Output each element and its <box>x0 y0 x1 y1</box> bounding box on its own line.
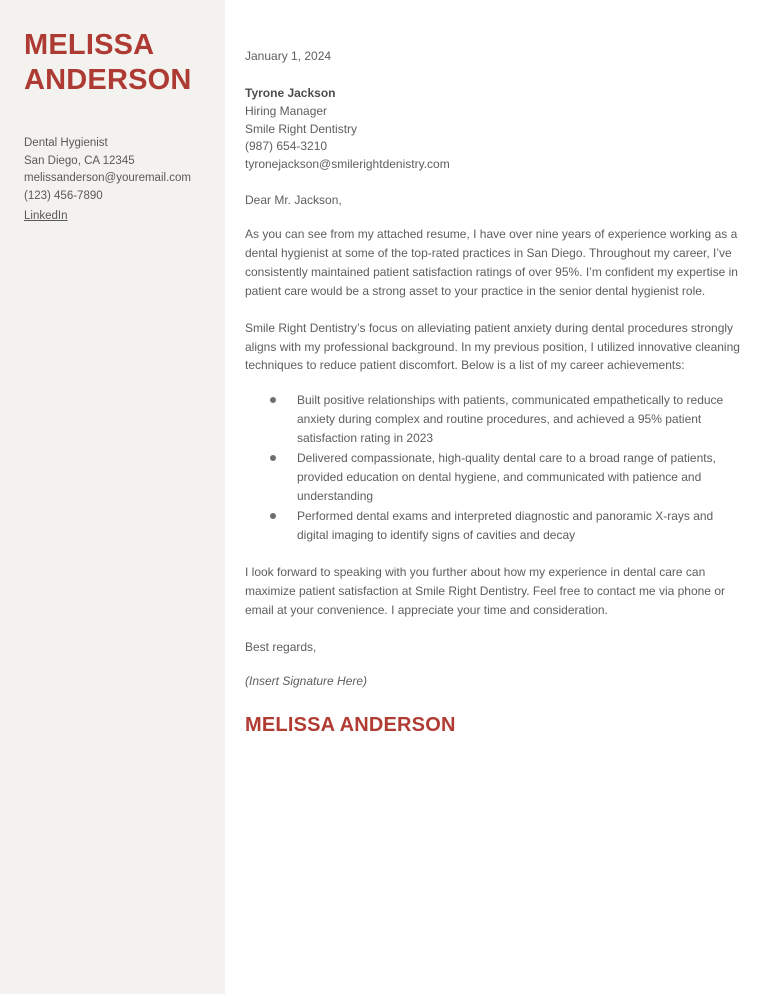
contact-job-title: Dental Hygienist <box>24 136 108 149</box>
contact-email: melissanderson@youremail.com <box>24 172 191 185</box>
contact-block <box>24 135 203 226</box>
name-line-last: ANDERSON <box>24 64 192 97</box>
recipient-email: tyronejackson@smilerightdenistry.com <box>245 157 450 171</box>
list-item-text: Delivered compassionate, high-quality dental care to a broad range of patients, provided education on dental hygiene, and communicated with patience and understanding <box>297 451 716 504</box>
recipient-name: Tyrone Jackson <box>245 86 336 100</box>
signature-name: MELISSA ANDERSON <box>245 713 456 736</box>
bullet-icon <box>270 397 276 403</box>
list-item <box>245 449 744 506</box>
list-item <box>245 391 744 448</box>
contact-phone: (123) 456-7890 <box>24 190 103 203</box>
sidebar <box>0 0 225 994</box>
letter-date: January 1, 2024 <box>245 49 332 63</box>
body-paragraph-3: I look forward to speaking with you further about how my experience in dental care can maximize patient satisfaction at Smile Right Dentistry. Feel free to contact me via phone or email at your convenience. I appreciate your time and consideration. <box>245 565 725 617</box>
linkedin-link[interactable]: LinkedIn <box>24 210 68 222</box>
bullet-icon <box>270 513 276 519</box>
recipient-phone: (987) 654-3210 <box>245 139 328 154</box>
body-paragraph-2: Smile Right Dentistry’s focus on alleviating patient anxiety during dental procedures strongly aligns with my professional background. In my previous position, I utilized innovative cleaning techniques to reduce patient discomfort. Below is a list of my career achievements: <box>245 320 740 373</box>
recipient-company: Smile Right Dentistry <box>245 121 358 136</box>
recipient-block <box>245 85 744 174</box>
list-item <box>245 507 744 545</box>
list-item-text: Performed dental exams and interpreted diagnostic and panoramic X-rays and digital imaging to identify signs of cavities and decay <box>297 509 714 543</box>
sign-off: Best regards, <box>245 639 317 654</box>
achievements-list <box>245 391 744 545</box>
name-line-first: MELISSA <box>24 29 155 61</box>
contact-location: San Diego, CA 12345 <box>24 154 135 167</box>
bullet-icon <box>270 455 276 461</box>
letter-body <box>225 0 768 994</box>
list-item-text: Built positive relationships with patients, communicated empathetically to reduce anxiety during complex and routine procedures, and achieved a 95% patient satisfaction rating in 2023 <box>297 393 724 446</box>
signature-placeholder: (Insert Signature Here) <box>245 673 368 688</box>
body-paragraph-1: As you can see from my attached resume, I have over nine years of experience working as a dental hygienist at some of the top-rated practices in San Diego. Throughout my career, I’ve consistently maintained patient satisfaction ratings of over 95%. I’m confident my expertise in patient care would be a strong asset to your practice in the senior dental hygienist role. <box>245 226 738 298</box>
recipient-title: Hiring Manager <box>245 103 328 118</box>
page-title <box>24 28 203 99</box>
salutation: Dear Mr. Jackson, <box>245 192 342 207</box>
